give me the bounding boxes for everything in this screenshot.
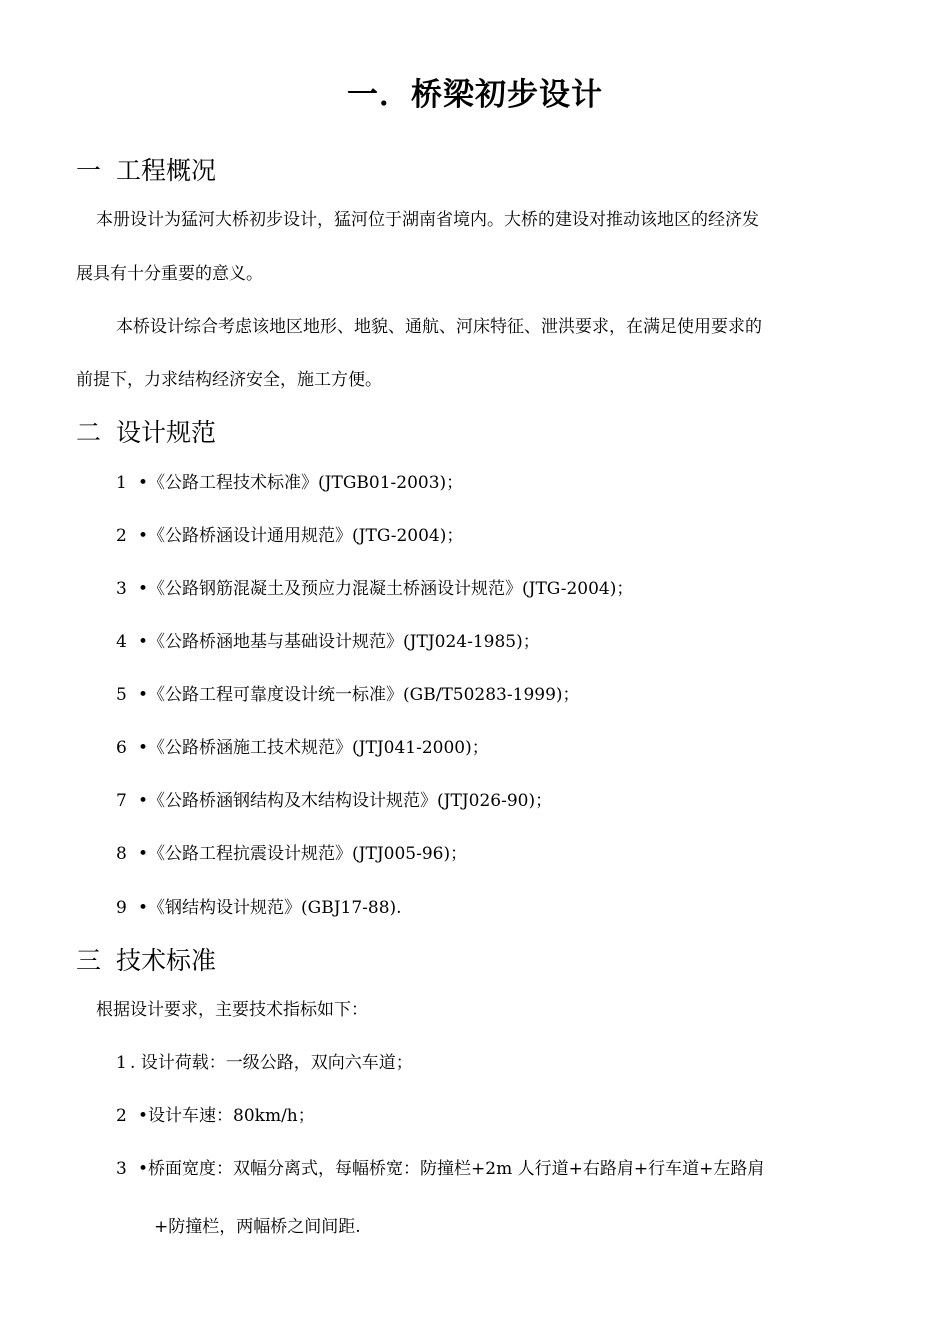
section-heading-technical-standards [76,944,216,978]
item-text: •桥面宽度：双幅分离式，每幅桥宽：防撞栏+2m 人行道+右路肩+行车道+左路肩 [138,1159,765,1179]
standard-list-item [116,1103,315,1129]
item-text: . 设计荷载：一级公路，双向六车道； [130,1053,413,1073]
standard-list-item [116,1156,764,1182]
section-heading-design-codes [76,416,216,450]
section-heading-overview [76,154,216,188]
item-text: •《公路钢筋混凝土及预应力混凝土桥涵设计规范》(JTG-2004)； [138,579,634,599]
standard-list-item [116,1050,413,1076]
section-number: 二 [76,418,102,447]
item-text: •《公路桥涵钢结构及木结构设计规范》(JTJ026-90)； [138,791,553,811]
item-index: 3 [116,579,127,599]
item-text: •设计车速：80km/h； [138,1106,315,1126]
item-index: 3 [116,1159,127,1179]
section-title: 设计规范 [116,418,217,447]
code-list-item [116,576,633,602]
section-title: 工程概况 [116,156,217,185]
paragraph-line: 本册设计为猛河大桥初步设计，猛河位于湖南省境内。大桥的建设对推动该地区的经济发 [96,210,759,230]
document-title: 一．桥梁初步设计 [347,77,603,113]
item-text: •《公路桥涵设计通用规范》(JTG-2004)； [138,526,464,546]
section-number: 一 [76,156,102,185]
code-list-item [116,523,463,549]
paragraph-line: 本桥设计综合考虑该地区地形、地貌、通航、河床特征、泄洪要求，在满足使用要求的 [116,317,762,337]
item-index: 6 [116,738,127,758]
item-text: •《公路桥涵地基与基础设计规范》(JTJ024-1985)； [138,632,540,652]
item-index: 4 [116,632,127,652]
paragraph-line: 展具有十分重要的意义。 [76,264,263,284]
item-index: 1 [116,473,127,493]
item-text: •《公路工程可靠度设计统一标准》(GB/T50283-1999)； [138,685,580,705]
item-text: •《公路工程技术标准》(JTGB01-2003)； [138,473,464,493]
section-intro: 根据设计要求，主要技术指标如下： [96,1000,368,1020]
code-list-item [116,788,552,814]
item-index: 2 [116,1106,127,1126]
section-title: 技术标准 [116,946,217,975]
code-list-item [116,470,463,496]
item-text: •《钢结构设计规范》(GBJ17-88). [138,898,402,918]
section-number: 三 [76,946,102,975]
item-index: 1 [116,1053,127,1073]
item-index: 2 [116,526,127,546]
item-index: 9 [116,898,127,918]
item-index: 5 [116,685,127,705]
code-list-item [116,735,489,761]
item-index: 7 [116,791,127,811]
code-list-item [116,841,467,867]
item-text: •《公路桥涵施工技术规范》(JTJ041-2000)； [138,738,489,758]
item-index: 8 [116,844,127,864]
code-list-item [116,895,402,921]
code-list-item [116,682,580,708]
item-text: •《公路工程抗震设计规范》(JTJ005-96)； [138,844,468,864]
code-list-item [116,629,540,655]
item-continuation-line: +防撞栏，两幅桥之间间距. [154,1217,361,1237]
paragraph-line: 前提下，力求结构经济安全，施工方便。 [76,370,382,390]
